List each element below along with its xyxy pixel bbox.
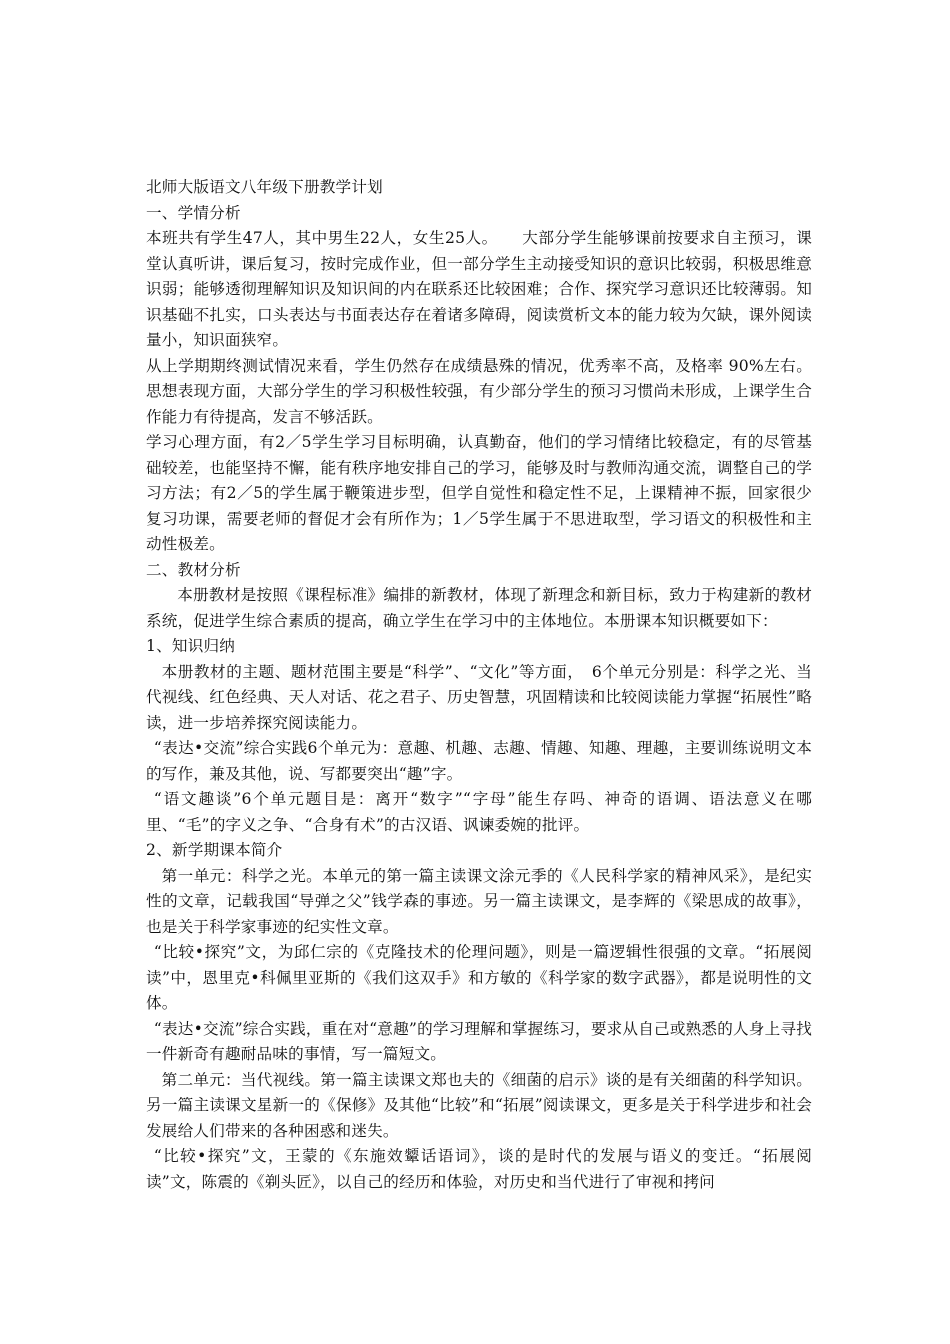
section-heading-student-analysis: 一、学情分析 — [146, 203, 241, 222]
paragraph: 本册教材是按照《课程标准》编排的新教材，体现了新理念和新目标，致力于构建新的教材系统，促进学生综合素质的提高，确立学生在学习中的主体地位。本册课本知识概要如下： — [146, 586, 812, 630]
paragraph: 第一单元：科学之光。本单元的第一篇主读课文涂元季的《人民科学家的精神风采》，是纪实性的文章，记载我国“导弹之父”钱学森的事迹。另一篇主读课文，是李辉的《梁思成的故事》，也是关于科学家事迹的纪实性文章。 — [146, 866, 812, 936]
paragraph: 本册教材的主题、题材范围主要是“科学”、“文化”等方面， 6个单元分别是：科学之光、当代视线、红色经典、天人对话、花之君子、历史智慧，巩固精读和比较阅读能力掌握“拓展性”略读，进一步培养探究阅读能力。 — [146, 662, 812, 732]
paragraph: “语文趣谈”6个单元题目是：离开“数字”“字母”能生存吗、神奇的语调、语法意义在哪里、“毛”的字义之争、“合身有术”的古汉语、讽谏委婉的批评。 — [146, 790, 812, 834]
section-heading-textbook-analysis: 二、教材分析 — [146, 560, 241, 579]
paragraph: “比较•探究”文，为邱仁宗的《克隆技术的伦理问题》，则是一篇逻辑性很强的文章。“拓展阅读”中，恩里克•科佩里亚斯的《我们这双手》和方敏的《科学家的数字武器》，都是说明性的文体。 — [146, 943, 812, 1012]
document-body — [146, 175, 812, 1195]
paragraph: 第二单元：当代视线。第一篇主读课文郑也夫的《细菌的启示》谈的是有关细菌的科学知识。另一篇主读课文星新一的《保修》及其他“比较”和“拓展”阅读课文，更多是关于科学进步和社会发展给人们带来的各种困惑和迷失。 — [146, 1070, 812, 1140]
paragraph: “比较•探究”文，王蒙的《东施效颦话语词》，谈的是时代的发展与语义的变迁。“拓展阅读”文，陈震的《剃头匠》，以自己的经历和体验，对历史和当代进行了审视和拷问 — [146, 1147, 812, 1191]
subsection-heading-new-semester: 2、新学期课本简介 — [146, 841, 283, 859]
paragraph: 本班共有学生47人，其中男生22人，女生25人。 大部分学生能够课前按要求自主预习，课堂认真听讲，课后复习，按时完成作业，但一部分学生主动接受知识的意识比较弱，积极思维意识弱；能够透彻理解知识及知识间的内在联系还比较困难；合作、探究学习意识还比较薄弱。知识基础不扎实，口头表达与书面表达存在着诸多障碍，阅读赏析文本的能力较为欠缺，课外阅读量小，知识面狭窄。 — [146, 229, 812, 349]
paragraph: 学习心理方面，有2／5学生学习目标明确，认真勤奋，他们的学习情绪比较稳定，有的尽管基础较差，也能坚持不懈，能有秩序地安排自己的学习，能够及时与教师沟通交流，调整自己的学习方法；有2／5的学生属于鞭策进步型，但学自觉性和稳定性不足，上课精神不振，回家很少复习功课，需要老师的督促才会有所作为；1／5学生属于不思进取型，学习语文的积极性和主动性极差。 — [146, 433, 812, 553]
paragraph: “表达•交流”综合实践，重在对“意趣”的学习理解和掌握练习，要求从自己或熟悉的人身上寻找一件新奇有趣耐品味的事情，写一篇短文。 — [146, 1019, 812, 1063]
paragraph: “表达•交流”综合实践6个单元为：意趣、机趣、志趣、情趣、知趣、理趣，主要训练说明文本的写作，兼及其他，说、写都要突出“趣”字。 — [146, 739, 812, 783]
paragraph: 从上学期期终测试情况来看，学生仍然存在成绩悬殊的情况，优秀率不高，及格率 90%左右。思想表现方面，大部分学生的学习积极性较强，有少部分学生的预习习惯尚未形成，上课学生合作能力有待提高，发言不够活跃。 — [146, 356, 812, 426]
document-title: 北师大版语文八年级下册教学计划 — [146, 178, 383, 196]
subsection-heading-knowledge: 1、知识归纳 — [146, 637, 236, 655]
